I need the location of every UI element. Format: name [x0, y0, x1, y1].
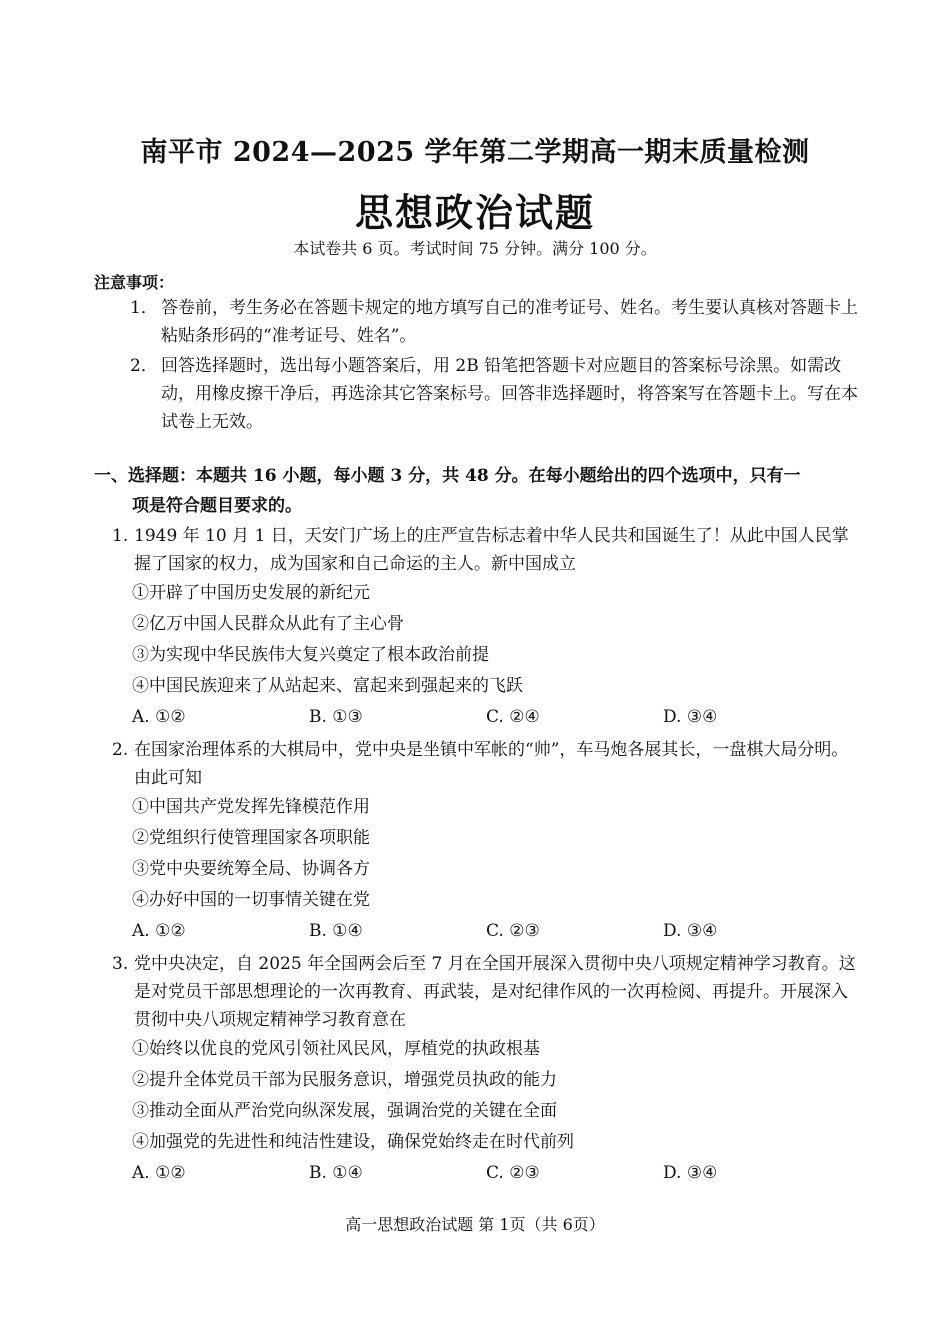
subject-title: 思想政治试题 [354, 190, 595, 235]
notice-list [130, 294, 860, 438]
answer-choice-d: D. ③④ [663, 707, 718, 727]
question-2 [112, 736, 862, 946]
statement-option: ①开辟了中国历史发展的新纪元 [132, 583, 370, 603]
question-3 [112, 950, 862, 1188]
statement-option: ②党组织行使管理国家各项职能 [132, 828, 370, 848]
statement-option: ②提升全体党员干部为民服务意识，增强党员执政的能力 [132, 1070, 557, 1090]
notice-number: 2． [130, 356, 158, 376]
answer-choice-c: C. ②④ [486, 707, 540, 727]
question-stem [112, 522, 862, 578]
page-footer: 高一思想政治试题 第 1页（共 6页） [345, 1215, 605, 1234]
statement-option: ④办好中国的一切事情关键在党 [132, 890, 370, 910]
question-number: 3. [112, 954, 129, 974]
statement-option: ③推动全面从严治党向纵深发展，强调治党的关键在全面 [132, 1101, 557, 1121]
answer-choices [112, 702, 862, 732]
question-text: 1949 年 10 月 1 日，天安门广场上的庄严宣告标志着中华人民共和国诞生了！从此中国人民掌握了国家的权力，成为国家和自己命运的主人。新中国成立 [134, 526, 849, 574]
question-text: 在国家治理体系的大棋局中，党中央是坐镇中军帐的“帅”，车马炮各展其长，一盘棋大局分明。由此可知 [134, 740, 849, 788]
question-1 [112, 522, 862, 732]
notice-item [130, 294, 860, 350]
statement-option: ④中国民族迎来了从站起来、富起来到强起来的飞跃 [132, 676, 523, 696]
answer-choice-b: B. ①④ [309, 921, 363, 941]
answer-choice-a: A. ①② [132, 707, 186, 727]
exam-title: 南平市 2024—2025 学年第二学期高一期末质量检测 [140, 137, 810, 168]
section-heading-line1: 一、选择题：本题共 16 小题，每小题 3 分，共 48 分。在每小题给出的四个选项中，只有一 [94, 466, 801, 486]
statement-option: ①始终以优良的党风引领社风民风，厚植党的执政根基 [132, 1039, 540, 1059]
answer-choice-b: B. ①④ [309, 1163, 363, 1183]
notice-text: 答卷前，考生务必在答题卡规定的地方填写自己的准考证号、姓名。考生要认真核对答题卡上粘贴条形码的“准考证号、姓名”。 [161, 298, 858, 346]
section-heading [94, 461, 866, 521]
notice-number: 1． [130, 298, 158, 318]
question-stem [112, 950, 862, 1034]
answer-choice-c: C. ②③ [486, 921, 540, 941]
answer-choice-a: A. ①② [132, 1163, 186, 1183]
exam-info: 本试卷共 6 页。考试时间 75 分钟。满分 100 分。 [293, 239, 657, 258]
answer-choice-c: C. ②③ [486, 1163, 540, 1183]
answer-choice-b: B. ①③ [309, 707, 363, 727]
notice-text: 回答选择题时，选出每小题答案后，用 2B 铅笔把答题卡对应题目的答案标号涂黑。如需改动，用橡皮擦干净后，再选涂其它答案标号。回答非选择题时，将答案写在答题卡上。写在本试卷上无效。 [161, 356, 858, 432]
answer-choice-d: D. ③④ [663, 921, 718, 941]
statement-option: ①中国共产党发挥先锋模范作用 [132, 797, 370, 817]
section-heading-line2: 项是符合题目要求的。 [132, 496, 302, 516]
notice-item [130, 352, 860, 436]
question-number: 1. [112, 526, 129, 546]
answer-choices [112, 916, 862, 946]
statement-option: ③为实现中华民族伟大复兴奠定了根本政治前提 [132, 645, 489, 665]
answer-choice-d: D. ③④ [663, 1163, 718, 1183]
question-stem [112, 736, 862, 792]
answer-choice-a: A. ①② [132, 921, 186, 941]
statement-option: ④加强党的先进性和纯洁性建设，确保党始终走在时代前列 [132, 1132, 574, 1152]
question-number: 2. [112, 740, 129, 760]
statement-option: ②亿万中国人民群众从此有了主心骨 [132, 614, 404, 634]
notice-heading: 注意事项： [94, 273, 175, 292]
statement-option: ③党中央要统筹全局、协调各方 [132, 859, 370, 879]
question-text: 党中央决定，自 2025 年全国两会后至 7 月在全国开展深入贯彻中央八项规定精神学习教育。这是对党员干部思想理论的一次再教育、再武装，是对纪律作风的一次再检阅、再提升。开展深入贯彻中央八项规定精神学习教育意在 [134, 954, 856, 1030]
question-list [112, 522, 862, 1192]
answer-choices [112, 1158, 862, 1188]
